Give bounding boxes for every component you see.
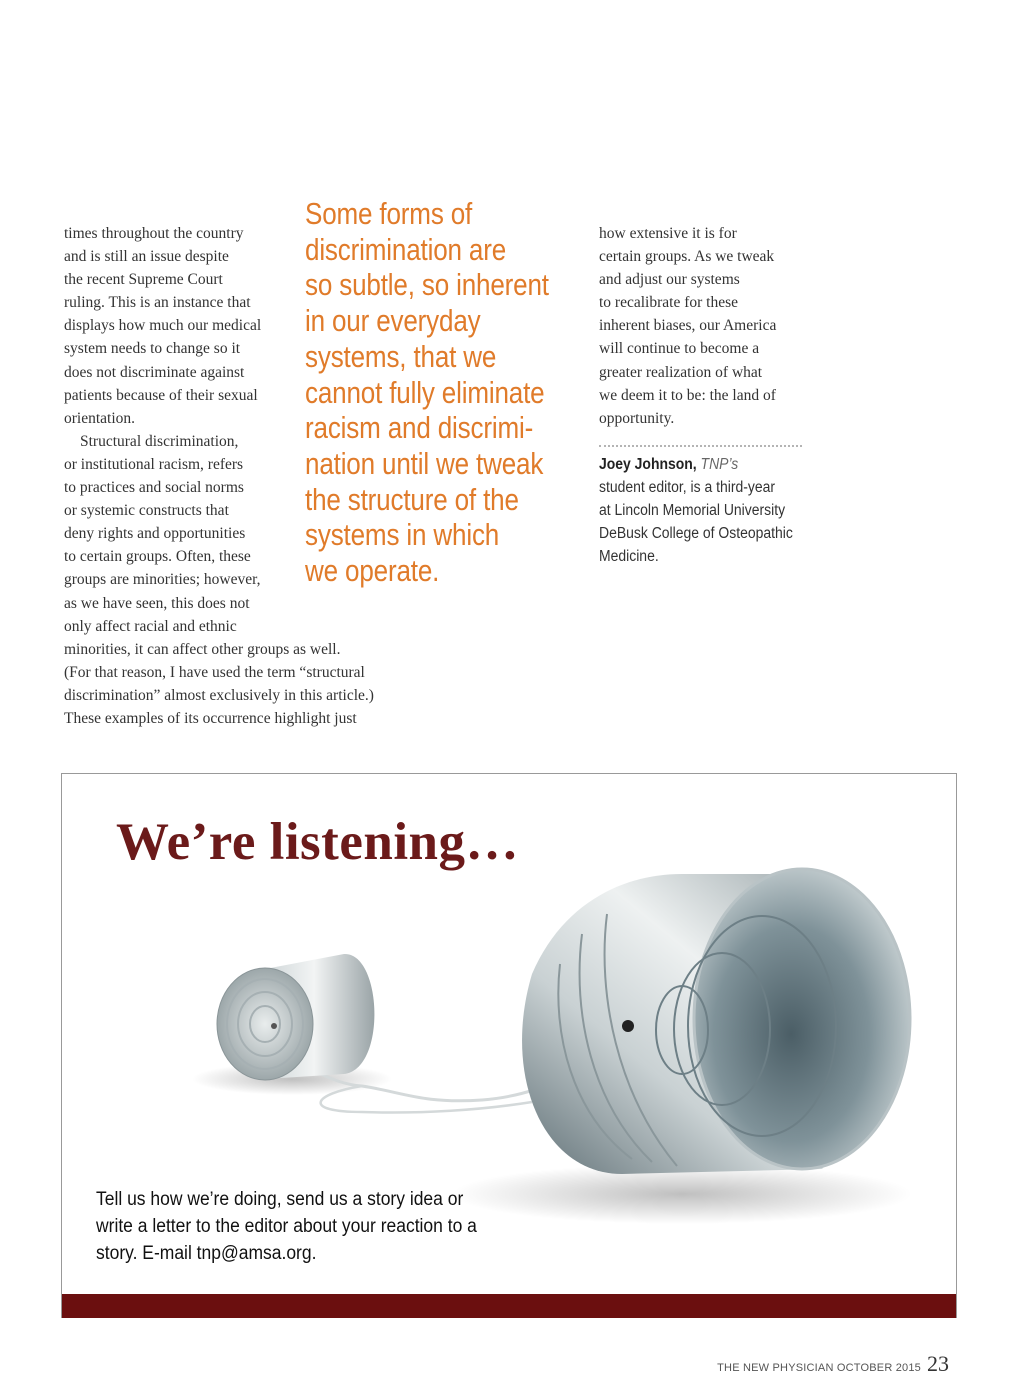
article-line: will continue to become a [599, 340, 760, 358]
pull-quote-line: Some forms of [305, 196, 473, 231]
article-line: minorities, it can affect other groups as well. [64, 640, 341, 658]
article-line: as we have seen, this does not [64, 594, 250, 612]
pull-quote-line: racism and discrimi- [305, 410, 534, 446]
pull-quote [305, 196, 549, 589]
article-line: we deem it to be: the land of [599, 386, 776, 404]
bio-line: student editor, is a third-year [599, 479, 776, 496]
pull-quote-line: so subtle, so inherent [305, 267, 549, 303]
pull-quote-line: cannot fully eliminate [305, 374, 545, 410]
article-line: certain groups. As we tweak [599, 248, 775, 266]
ad-color-bar [62, 1294, 956, 1318]
article-line: groups are minorities; however, [64, 571, 261, 589]
article-right-column [599, 222, 819, 430]
article-line: discrimination” almost exclusively in this article.) [64, 686, 374, 704]
ad-body-line: Tell us how we’re doing, send us a story idea or [96, 1189, 464, 1210]
article-line: and adjust our systems [599, 271, 740, 289]
article-line: times throughout the country [64, 225, 244, 242]
pull-quote-line: the structure of the [305, 481, 519, 517]
article-line: greater realization of what [599, 363, 763, 381]
bio-line: at Lincoln Memorial University [599, 502, 786, 519]
bio-line: DeBusk College of Osteopathic [599, 525, 793, 542]
article-line: the recent Supreme Court [64, 271, 223, 289]
article-line: to recalibrate for these [599, 294, 738, 312]
bio-line: Medicine. [599, 548, 659, 565]
listening-ad [61, 773, 957, 1318]
ad-body-text [96, 1186, 519, 1267]
ad-headline: We’re listening… [116, 813, 520, 871]
article-line: (For that reason, I have used the term “structural [64, 663, 365, 681]
page-footer [717, 1351, 949, 1377]
article-line: deny rights and opportunities [64, 525, 246, 543]
article-line: how extensive it is for [599, 225, 737, 242]
author-bio [599, 453, 797, 568]
article-line: does not discriminate against [64, 363, 245, 381]
article-line: Structural discrimination, [80, 432, 239, 450]
article-line: and is still an issue despite [64, 248, 229, 266]
bio-divider [599, 445, 802, 447]
article-line: system needs to change so it [64, 340, 241, 358]
ad-body-line: write a letter to the editor about your reaction to a [96, 1216, 477, 1237]
article-line: opportunity. [599, 409, 675, 427]
pull-quote-line: systems in which [305, 517, 500, 553]
pull-quote-line: systems, that we [305, 338, 497, 374]
ad-body-line: story. E-mail tnp@amsa.org. [96, 1243, 317, 1264]
pull-quote-line: nation until we tweak [305, 445, 544, 481]
article-line: displays how much our medical [64, 317, 262, 335]
pull-quote-line: in our everyday [305, 303, 481, 339]
article-line: to certain groups. Often, these [64, 548, 251, 566]
article-line: orientation. [64, 409, 136, 427]
article-line: inherent biases, our America [599, 317, 777, 335]
article-line: only affect racial and ethnic [64, 617, 237, 635]
pull-quote-line: discrimination are [305, 231, 507, 267]
bio-first-line [599, 453, 797, 476]
article-line: These examples of its occurrence highlight just [64, 709, 357, 727]
footer-publication: THE NEW PHYSICIAN OCTOBER 2015 [717, 1362, 921, 1374]
publication-name: TNP’s [700, 456, 739, 473]
article-line: patients because of their sexual [64, 386, 258, 404]
pull-quote-line: we operate. [305, 553, 440, 589]
article-line: or institutional racism, refers [64, 455, 244, 473]
article-line: ruling. This is an instance that [64, 294, 251, 312]
author-name: Joey Johnson, [599, 456, 697, 473]
article-line: or systemic constructs that [64, 502, 229, 520]
article-line: to practices and social norms [64, 479, 244, 497]
page-number: 23 [927, 1351, 949, 1376]
